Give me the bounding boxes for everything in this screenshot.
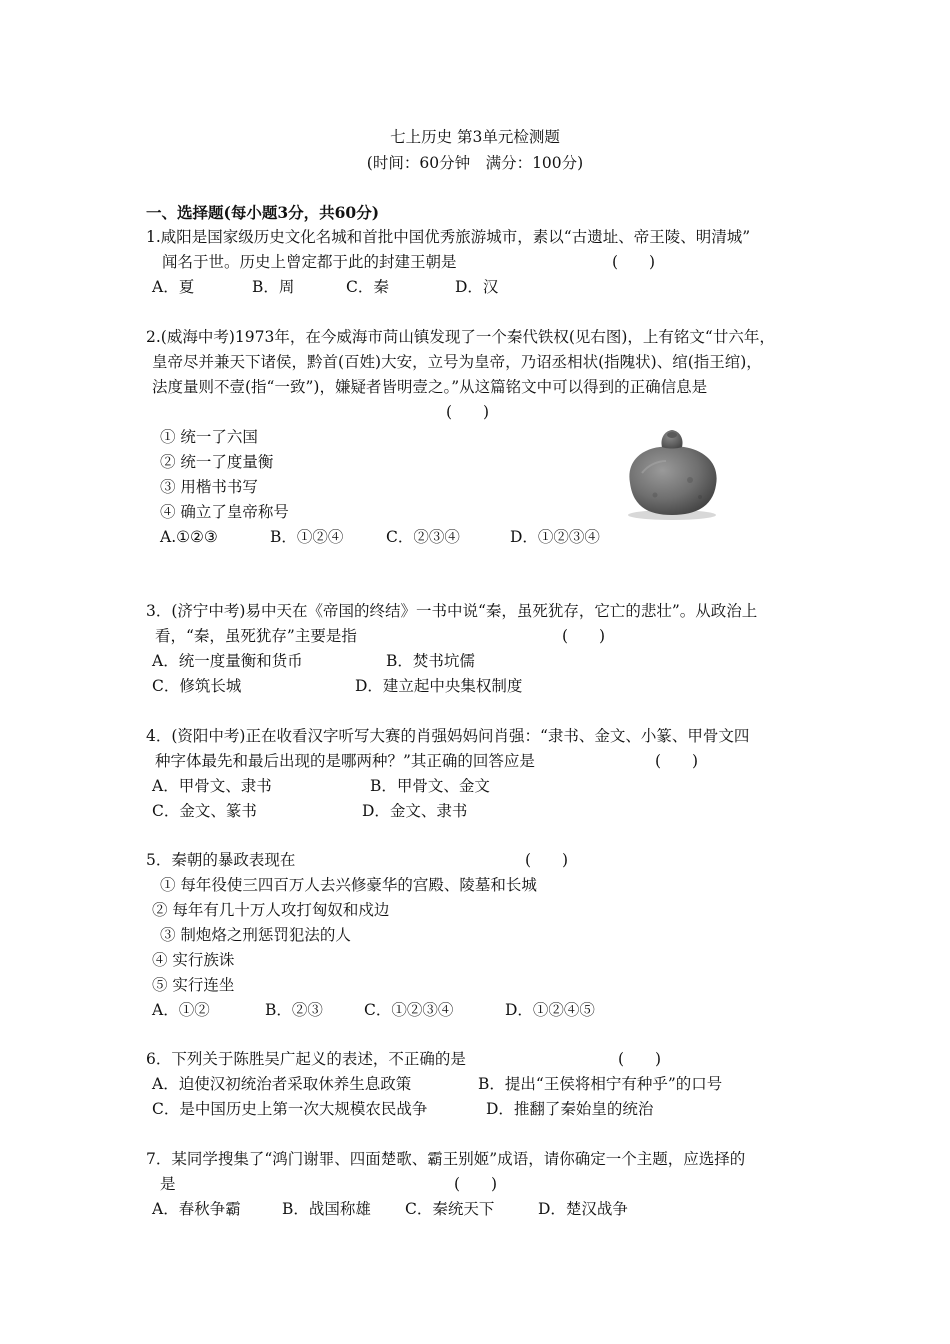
answer-paren: ( ): [618, 1050, 662, 1068]
question-text: 是: [160, 1175, 176, 1193]
answer-paren: ( ): [446, 403, 490, 421]
question-text: 3．(济宁中考)易中天在《帝国的终结》一书中说“秦，虽死犹存，它亡的悲壮”。从政治上: [146, 602, 758, 620]
statement-item: ③ 制炮烙之刑惩罚犯法的人: [160, 926, 351, 944]
answer-paren: ( ): [612, 253, 656, 271]
answer-paren: ( ): [562, 627, 606, 645]
option-b: B．提出“王侯将相宁有种乎”的口号: [478, 1075, 723, 1093]
statement-item: ③ 用楷书书写: [160, 478, 258, 496]
option-b: B．周: [252, 278, 295, 296]
option-a: A．春秋争霸: [152, 1200, 241, 1218]
option-a: A.①②③: [160, 528, 218, 546]
option-c: C．修筑长城: [152, 677, 242, 695]
option-d: D．①②④⑤: [505, 1001, 595, 1019]
statement-item: ⑤ 实行连坐: [152, 976, 235, 994]
answer-paren: ( ): [655, 752, 699, 770]
option-b: B．②③: [265, 1001, 323, 1019]
option-d: D．推翻了秦始皇的统治: [486, 1100, 654, 1118]
option-c: C．是中国历史上第一次大规模农民战争: [152, 1100, 428, 1118]
option-d: D．金文、隶书: [362, 802, 468, 820]
option-d: D．①②③④: [510, 528, 600, 546]
statement-item: ① 每年役使三四百万人去兴修豪华的宫殿、陵墓和长城: [160, 876, 537, 894]
option-d: D．建立起中央集权制度: [355, 677, 523, 695]
question-text: 7．某同学搜集了“鸿门谢罪、四面楚歌、霸王别姬”成语，请你确定一个主题，应选择的: [146, 1150, 746, 1168]
option-c: C．秦: [346, 278, 389, 296]
option-c: C．①②③④: [364, 1001, 454, 1019]
exam-meta: (时间：60分钟 满分：100分): [366, 154, 584, 172]
statement-item: ② 每年有几十万人攻打匈奴和戍边: [152, 901, 390, 919]
statement-item: ④ 确立了皇帝称号: [160, 503, 289, 521]
option-d: D．汉: [455, 278, 499, 296]
answer-paren: ( ): [525, 851, 569, 869]
question-text: 5．秦朝的暴政表现在: [146, 851, 296, 869]
answer-paren: ( ): [454, 1175, 498, 1193]
option-c: C．金文、篆书: [152, 802, 257, 820]
section-heading: 一、选择题(每小题3分，共60分): [146, 203, 380, 222]
option-a: A．夏: [152, 278, 195, 296]
statement-item: ① 统一了六国: [160, 428, 258, 446]
option-d: D．楚汉战争: [538, 1200, 628, 1218]
statement-item: ④ 实行族诛: [152, 951, 235, 969]
option-b: B．甲骨文、金文: [370, 777, 490, 795]
option-a: A．迫使汉初统治者采取休养生息政策: [152, 1075, 412, 1093]
statement-item: ② 统一了度量衡: [160, 453, 274, 471]
option-b: B．战国称雄: [282, 1200, 371, 1218]
option-a: A．①②: [152, 1001, 210, 1019]
question-text: 闻名于世。历史上曾定都于此的封建王朝是: [162, 253, 457, 271]
qin-iron-weight-image: [620, 425, 724, 521]
question-text: 1.咸阳是国家级历史文化名城和首批中国优秀旅游城市，素以“古遗址、帝王陵、明清城”: [146, 228, 751, 246]
question-text: 皇帝尽并兼天下诸侯，黔首(百姓)大安，立号为皇帝，乃诏丞相状(指隗状)、绾(指王绾)，: [152, 353, 762, 371]
option-a: A．甲骨文、隶书: [152, 777, 272, 795]
option-b: B．焚书坑儒: [386, 652, 475, 670]
option-c: C．秦统天下: [405, 1200, 495, 1218]
question-text: 种字体最先和最后出现的是哪两种？”其正确的回答应是: [155, 752, 535, 770]
question-text: 法度量则不壹(指“一致”)，嫌疑者皆明壹之。”从这篇铭文中可以得到的正确信息是: [152, 378, 708, 396]
option-c: C．②③④: [386, 528, 460, 546]
question-text: 看，“秦，虽死犹存”主要是指: [155, 627, 357, 645]
option-a: A．统一度量衡和货币: [152, 652, 303, 670]
question-text: 2.(威海中考)1973年，在今威海市苘山镇发现了一个秦代铁权(见右图)，上有铭文“廿六年，: [146, 328, 775, 346]
page-title: 七上历史 第3单元检测题: [390, 128, 560, 146]
question-text: 4．(资阳中考)正在收看汉字听写大赛的肖强妈妈问肖强：“隶书、金文、小篆、甲骨文四: [146, 727, 750, 745]
option-b: B．①②④: [270, 528, 344, 546]
question-text: 6．下列关于陈胜吴广起义的表述，不正确的是: [146, 1050, 466, 1068]
